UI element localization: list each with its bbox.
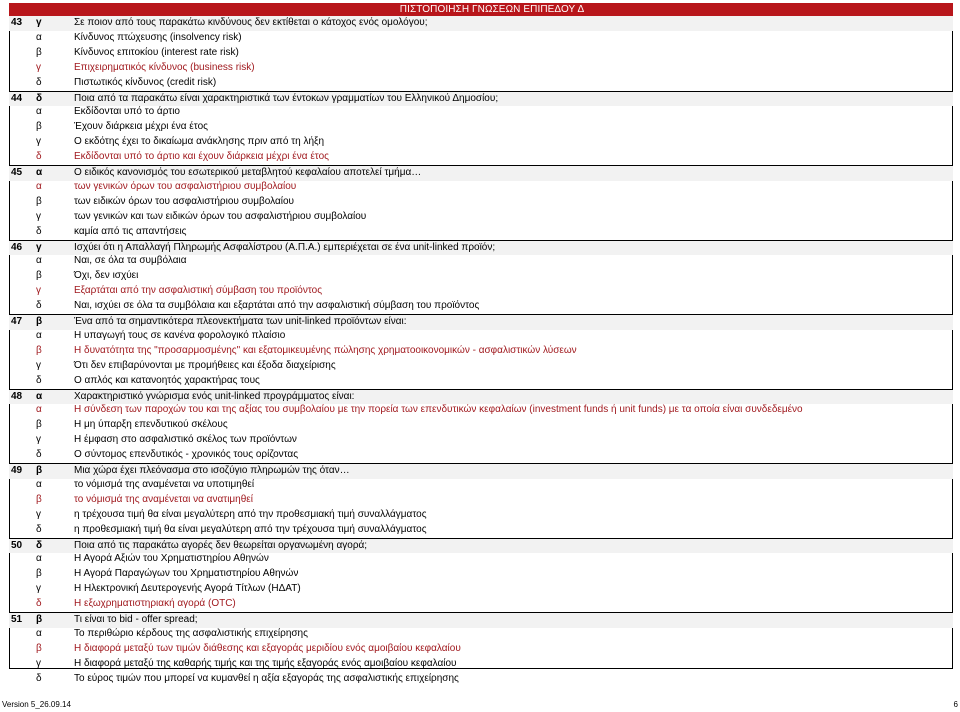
question-answer: β: [36, 316, 43, 327]
question-row: [9, 16, 953, 31]
option-text: το νόμισμά της αναμένεται να ανατιμηθεί: [74, 493, 253, 505]
option-row: [9, 478, 953, 493]
question-answer: α: [36, 167, 43, 178]
option-text: των ειδικών όρων του ασφαλιστήριου συμβολαίου: [74, 195, 295, 207]
option-letter: α: [36, 255, 42, 267]
option-row: [9, 150, 953, 165]
version-label: Version 5_26.09.14: [2, 700, 71, 709]
option-text: Κίνδυνος πτώχευσης (insolvency risk): [74, 31, 242, 43]
option-row: [9, 299, 953, 314]
option-row: [9, 61, 953, 76]
option-letter: β: [36, 195, 42, 207]
option-text: Ότι δεν επιβαρύνονται με προμήθειες και έξοδα διαχείρισης: [74, 359, 336, 371]
question-row: [9, 240, 953, 256]
option-row: [9, 284, 953, 299]
question-number: 51: [11, 614, 23, 625]
question-number: 49: [11, 465, 23, 476]
option-text: Ο σύντομος επενδυτικός - χρονικός τους ορίζοντας: [74, 449, 299, 461]
option-text: Πιστωτικός κίνδυνος (credit risk): [74, 76, 217, 88]
option-text: Ναι, ισχύει σε όλα τα συμβόλαια και εξαρτάται από την ασφαλιστική σύμβαση του προϊόντος: [74, 300, 480, 312]
option-letter: γ: [36, 136, 41, 148]
option-row: [9, 195, 953, 210]
option-letter: α: [36, 553, 42, 565]
option-row: [9, 642, 953, 657]
page-number: 6: [953, 700, 958, 709]
question-answer: γ: [36, 241, 42, 253]
header-bar: [9, 3, 953, 16]
option-text: Εκδίδονται υπό το άρτιο: [74, 106, 180, 118]
option-letter: γ: [36, 210, 41, 222]
option-row: [9, 552, 953, 567]
option-text: Η Αγορά Αξιών του Χρηματιστηρίου Αθηνών: [74, 553, 269, 565]
option-text: Η διαφορά μεταξύ της καθαρής τιμής και της τιμής εξαγοράς ενός αμοιβαίου κεφαλαίου: [74, 657, 457, 669]
option-letter: β: [36, 46, 42, 58]
option-letter: δ: [36, 598, 42, 610]
option-text: Όχι, δεν ισχύει: [74, 270, 139, 282]
option-row: [9, 329, 953, 344]
question-answer: γ: [36, 17, 42, 28]
option-text: Η έμφαση στο ασφαλιστικό σκέλος των προϊόντων: [74, 434, 297, 446]
question-number: 45: [11, 167, 23, 178]
option-row: [9, 597, 953, 612]
question-answer: β: [36, 614, 43, 625]
option-letter: β: [36, 419, 42, 431]
option-text: Κίνδυνος επιτοκίου (interest rate risk): [74, 46, 239, 58]
option-letter: α: [36, 180, 42, 192]
question-text: Ένα από τα σημαντικότερα πλεονεκτήματα των unit-linked προϊόντων είναι:: [74, 316, 407, 327]
option-letter: α: [36, 404, 42, 416]
option-letter: γ: [36, 359, 41, 371]
option-row: [9, 254, 953, 269]
option-row: [9, 180, 953, 195]
option-letter: γ: [36, 508, 41, 520]
question-row: [9, 463, 953, 479]
option-letter: γ: [36, 583, 41, 595]
question-answer: α: [36, 390, 43, 402]
option-letter: γ: [36, 657, 41, 669]
option-text: Η υπαγωγή τους σε κανένα φορολογικό πλαίσιο: [74, 329, 286, 341]
option-text: Ναι, σε όλα τα συμβόλαια: [74, 255, 187, 267]
question-text: Ποια από τις παρακάτω αγορές δεν θεωρείται οργανωμένη αγορά;: [74, 539, 368, 551]
option-text: των γενικών και των ειδικών όρων του ασφαλιστήριου συμβολαίου: [74, 210, 367, 222]
option-text: το νόμισμά της αναμένεται να υποτιμηθεί: [74, 478, 255, 490]
page-title: ΠΙΣΤΟΠΟΙΗΣΗ ΓΝΩΣΕΩΝ ΕΠΙΠΕΔΟΥ Δ: [399, 4, 585, 15]
question-number: 43: [11, 17, 23, 28]
question-text: Ο ειδικός κανονισμός του εσωτερικού μεταβλητού κεφαλαίου αποτελεί τμήμα…: [74, 167, 422, 178]
question-number: 48: [11, 390, 23, 402]
option-letter: α: [36, 627, 42, 639]
option-letter: δ: [36, 523, 42, 535]
option-row: [9, 657, 953, 672]
option-row: [9, 627, 953, 642]
option-text: Εκδίδονται υπό το άρτιο και έχουν διάρκεια μέχρι ένα έτος: [74, 151, 329, 163]
option-letter: δ: [36, 672, 42, 684]
option-text: Η σύνδεση των παροχών του και της αξίας του συμβολαίου με την πορεία των επενδυτικών κεφαλαίων (investment funds ή unit funds) με τα οποία είναι συνδεδεμένο: [74, 404, 803, 416]
option-letter: β: [36, 121, 42, 133]
option-letter: β: [36, 493, 42, 505]
question-row: [9, 314, 953, 330]
option-row: [9, 418, 953, 433]
option-row: [9, 359, 953, 374]
option-letter: β: [36, 270, 42, 282]
option-letter: α: [36, 31, 42, 43]
option-row: [9, 135, 953, 150]
question-text: Τι είναι το bid - offer spread;: [74, 614, 198, 625]
option-row: [9, 448, 953, 463]
option-row: [9, 508, 953, 523]
option-text: Η Ηλεκτρονική Δευτερογενής Αγορά Τίτλων (ΗΔΑΤ): [74, 583, 301, 595]
option-row: [9, 493, 953, 508]
option-text: των γενικών όρων του ασφαλιστήριου συμβολαίου: [74, 180, 297, 192]
option-row: [9, 46, 953, 61]
question-row: [9, 389, 953, 405]
option-letter: γ: [36, 285, 41, 297]
option-letter: β: [36, 344, 42, 356]
option-letter: δ: [36, 374, 42, 386]
option-row: [9, 210, 953, 225]
option-row: [9, 374, 953, 389]
option-row: [9, 582, 953, 597]
question-answer: δ: [36, 539, 43, 551]
question-number: 47: [11, 316, 23, 327]
option-text: Το εύρος τιμών που μπορεί να κυμανθεί η αξία εξαγοράς της ασφαλιστικής επιχείρησης: [74, 672, 459, 684]
question-row: [9, 91, 953, 107]
question-number: 46: [11, 241, 23, 253]
option-text: Επιχειρηματικός κίνδυνος (business risk): [74, 61, 255, 73]
option-letter: α: [36, 478, 42, 490]
option-text: Η μη ύπαρξη επενδυτικού σκέλους: [74, 419, 228, 431]
option-letter: δ: [36, 300, 42, 312]
option-row: [9, 269, 953, 284]
question-answer: β: [36, 465, 43, 476]
option-letter: γ: [36, 61, 41, 73]
option-letter: δ: [36, 225, 42, 237]
option-row: [9, 433, 953, 448]
question-row: [9, 612, 953, 628]
question-text: Μια χώρα έχει πλεόνασμα στο ισοζύγιο πληρωμών της όταν…: [74, 465, 350, 476]
option-letter: δ: [36, 449, 42, 461]
option-text: Εξαρτάται από την ασφαλιστική σύμβαση του προϊόντος: [74, 285, 323, 297]
option-letter: β: [36, 642, 42, 654]
option-row: [9, 523, 953, 538]
option-text: η προθεσμιακή τιμή θα είναι μεγαλύτερη από την τρέχουσα τιμή συναλλάγματος: [74, 523, 427, 535]
question-row: [9, 538, 953, 554]
option-text: Η διαφορά μεταξύ των τιμών διάθεσης και εξαγοράς μεριδίου ενός αμοιβαίου κεφαλαίου: [74, 642, 461, 654]
option-letter: δ: [36, 76, 42, 88]
question-number: 50: [11, 539, 23, 551]
option-row: [9, 672, 953, 687]
option-letter: α: [36, 329, 42, 341]
question-number: 44: [11, 92, 23, 104]
option-text: η τρέχουσα τιμή θα είναι μεγαλύτερη από την προθεσμιακή τιμή συναλλάγματος: [74, 508, 427, 520]
question-row: [9, 165, 953, 181]
option-letter: δ: [36, 151, 42, 163]
option-text: Έχουν διάρκεια μέχρι ένα έτος: [74, 121, 208, 133]
option-text: Η Αγορά Παραγώγων του Χρηματιστηρίου Αθηνών: [74, 568, 299, 580]
option-letter: γ: [36, 434, 41, 446]
question-text: Ισχύει ότι η Απαλλαγή Πληρωμής Ασφαλίστρου (Α.Π.Α.) εμπεριέχεται σε ένα unit-linked προϊόν;: [74, 241, 496, 253]
question-answer: δ: [36, 92, 43, 104]
option-row: [9, 225, 953, 240]
option-row: [9, 344, 953, 359]
option-row: [9, 76, 953, 91]
option-row: [9, 120, 953, 135]
question-text: Ποια από τα παρακάτω είναι χαρακτηριστικά των έντοκων γραμματίων του Ελληνικού Δημοσίου;: [74, 92, 499, 104]
option-row: [9, 403, 953, 418]
option-letter: α: [36, 106, 42, 118]
option-row: [9, 105, 953, 120]
option-text: Ο εκδότης έχει το δικαίωμα ανάκλησης πριν από τη λήξη: [74, 136, 325, 148]
option-text: Το περιθώριο κέρδους της ασφαλιστικής επιχείρησης: [74, 627, 308, 639]
question-text: Σε ποιον από τους παρακάτω κινδύνους δεν εκτίθεται ο κάτοχος ενός ομολόγου;: [74, 17, 428, 28]
option-row: [9, 567, 953, 582]
option-row: [9, 31, 953, 46]
option-text: Η εξωχρηματιστηριακή αγορά (OTC): [74, 598, 236, 610]
question-text: Χαρακτηριστικό γνώρισμα ενός unit-linked προγράμματος είναι:: [74, 390, 355, 402]
option-text: Η δυνατότητα της "προσαρμοσμένης" και εξατομικευμένης πώλησης χρηματοοικονομικών - ασφαλιστικών λύσεων: [74, 344, 577, 356]
option-text: καμία από τις απαντήσεις: [74, 225, 187, 237]
option-letter: β: [36, 568, 42, 580]
option-text: Ο απλός και κατανοητός χαρακτήρας τους: [74, 374, 260, 386]
